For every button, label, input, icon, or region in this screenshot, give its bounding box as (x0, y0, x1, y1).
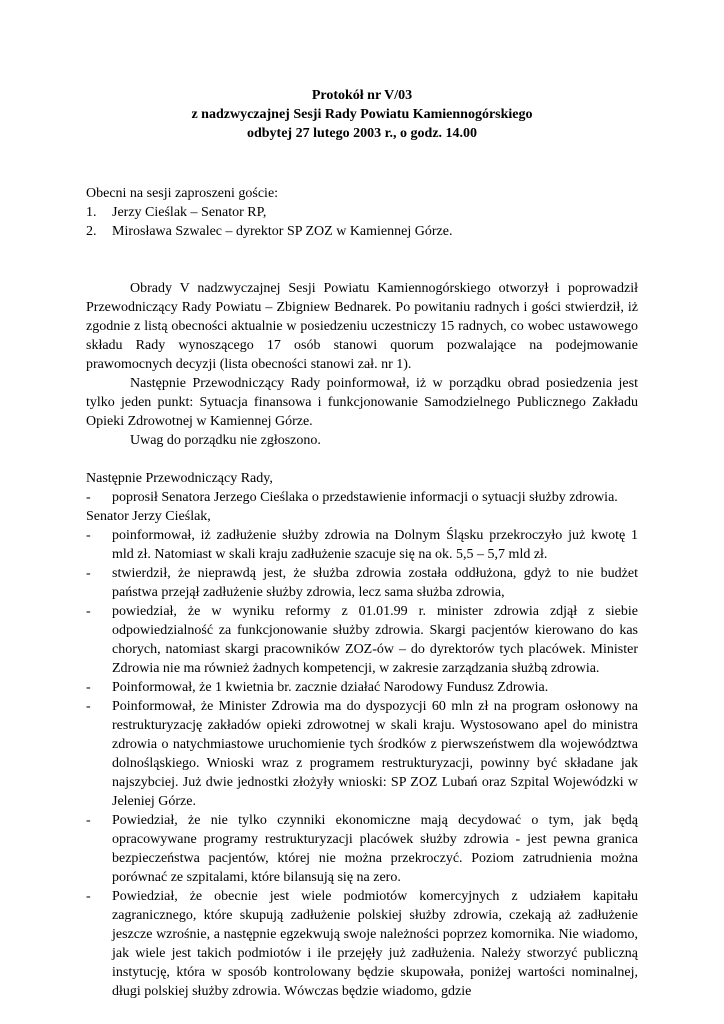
senator-item-text: stwierdził, że nieprawdą jest, że służba zdrowia została oddłużona, gdyż to nie budżet państwa przejął zadłużenie służby zdrowia, lecz sama służba zdrowia, (112, 566, 638, 600)
senator-item-text: Poinformował, że 1 kwietnia br. zacznie działać Narodowy Fundusz Zdrowia. (112, 680, 549, 695)
remarks-paragraph: Uwag do porządku nie zgłoszono. (130, 433, 321, 448)
dash-bullet: - (86, 490, 91, 505)
session-subtitle: z nadzwyczajnej Sesji Rady Powiatu Kamiennogórskiego (191, 107, 533, 122)
senator-item-text: Powiedział, że obecnie jest wiele podmiotów komercyjnych z udziałem kapitału zagranicznego, które skupują zadłużenie polskiej służby zdrowia, czekają aż zadłużenie jeszcze wzrośnie, a następnie egzekwują swoje należności poprzez komornika. Nie wiadomo, jak wiele jest takich podmiotów i ile przejęły już zadłużenia. Należy stworzyć publiczną instytucję, która w sposób kontrolowany będzie skupowała, poniżej wartości nominalnej, długi polskiej służby zdrowia. Wówczas będzie wiadomo, gdzie (112, 889, 638, 999)
senator-item (86, 811, 638, 887)
senator-item (86, 887, 638, 1001)
dash-bullet: - (86, 699, 91, 714)
senator-intro: Senator Jerzy Cieślak, (86, 509, 211, 524)
agenda-paragraph: Następnie Przewodniczący Rady poinformował, iż w porządku obrad posiedzenia jest tylko jeden punkt: Sytuacja finansowa i funkcjonowanie Samodzielnego Publicznego Zakładu Opieki Zdrowotnej w Kamiennej Górze. (86, 376, 638, 429)
guest-number: 2. (86, 224, 97, 239)
senator-item (86, 678, 638, 697)
document-header (84, 86, 640, 143)
senator-item-text: Poinformował, że Minister Zdrowia ma do dyspozycji 60 mln zł na program osłonowy na restrukturyzację zakładów opieki zdrowotnej w skali kraju. Wystosowano apel do ministra zdrowia o natychmiastowe uruchomienie tych środków z pierwszeństwem dla województwa dolnośląskiego. Wnioski wraz z programem restrukturyzacji, powinny być składane jak najszybciej. Już dwie jednostki złożyły wnioski: SP ZOZ Lubań oraz Szpital Wojewódzki w Jeleniej Górze. (112, 699, 638, 809)
guest-item (86, 222, 638, 241)
senator-item-text: powiedział, że w wyniku reformy z 01.01.99 r. minister zdrowia zdjął z siebie odpowiedzialność za funkcjonowanie służby zdrowia. Skargi pacjentów kierowano do kas chorych, natomiast skargi pracowników ZOZ-ów – do dyrektorów tych placówek. Minister Zdrowia nie ma również żadnych kompetencji, w zakresie zarządzania służbą zdrowia. (112, 604, 638, 676)
chair-item-text: poprosił Senatora Jerzego Cieślaka o przedstawienie informacji o sytuacji służby zdrowia. (112, 490, 618, 505)
senator-item (86, 697, 638, 811)
opening-paragraph: Obrady V nadzwyczajnej Sesji Powiatu Kamiennogórskiego otworzył i poprowadził Przewodniczący Rady Powiatu – Zbigniew Bednarek. Po powitaniu radnych i gości stwierdził, iż zgodnie z listą obecności aktualnie w posiedzeniu uczestniczy 15 radnych, co wobec ustawowego składu Rady wynoszącego 17 osób stanowi quorum pozwalające na podejmowanie prawomocnych decyzji (lista obecności stanowi zał. nr 1). (86, 281, 638, 372)
session-date: odbytej 27 lutego 2003 r., o godz. 14.00 (246, 126, 478, 141)
senator-item (86, 564, 638, 602)
chair-intro: Następnie Przewodniczący Rady, (86, 471, 273, 486)
dash-bullet: - (86, 566, 91, 581)
dash-bullet: - (86, 813, 91, 828)
dash-bullet: - (86, 680, 91, 695)
senator-item (86, 602, 638, 678)
chair-item (86, 488, 638, 507)
dash-bullet: - (86, 604, 91, 619)
guest-text: Jerzy Cieślak – Senator RP, (112, 205, 267, 220)
senator-item-text: Powiedział, że nie tylko czynniki ekonomiczne mają decydować o tym, jak będą opracowywane programy restrukturyzacji placówek służby zdrowia - jest pewna granica bezpieczeństwa pacjentów, której nie można przekroczyć. Poziom zatrudnienia można porównać ze szpitalami, które bilansują się na zero. (112, 813, 638, 885)
guest-text: Mirosława Szwalec – dyrektor SP ZOZ w Kamiennej Górze. (112, 224, 453, 239)
protocol-title: Protokół nr V/03 (311, 88, 413, 103)
senator-item-text: poinformował, iż zadłużenie służby zdrowia na Dolnym Śląsku przekroczyło już kwotę 1 mld zł. Natomiast w skali kraju zadłużenie szacuje się na ok. 5,5 – 5,7 mld zł. (112, 528, 638, 562)
dash-bullet: - (86, 889, 91, 904)
guests-intro: Obecni na sesji zaproszeni goście: (86, 186, 279, 201)
senator-item (86, 526, 638, 564)
document-body (86, 184, 638, 1001)
spacer (86, 241, 638, 279)
dash-bullet: - (86, 528, 91, 543)
guest-number: 1. (86, 205, 97, 220)
spacer (86, 450, 638, 469)
guest-item (86, 203, 638, 222)
